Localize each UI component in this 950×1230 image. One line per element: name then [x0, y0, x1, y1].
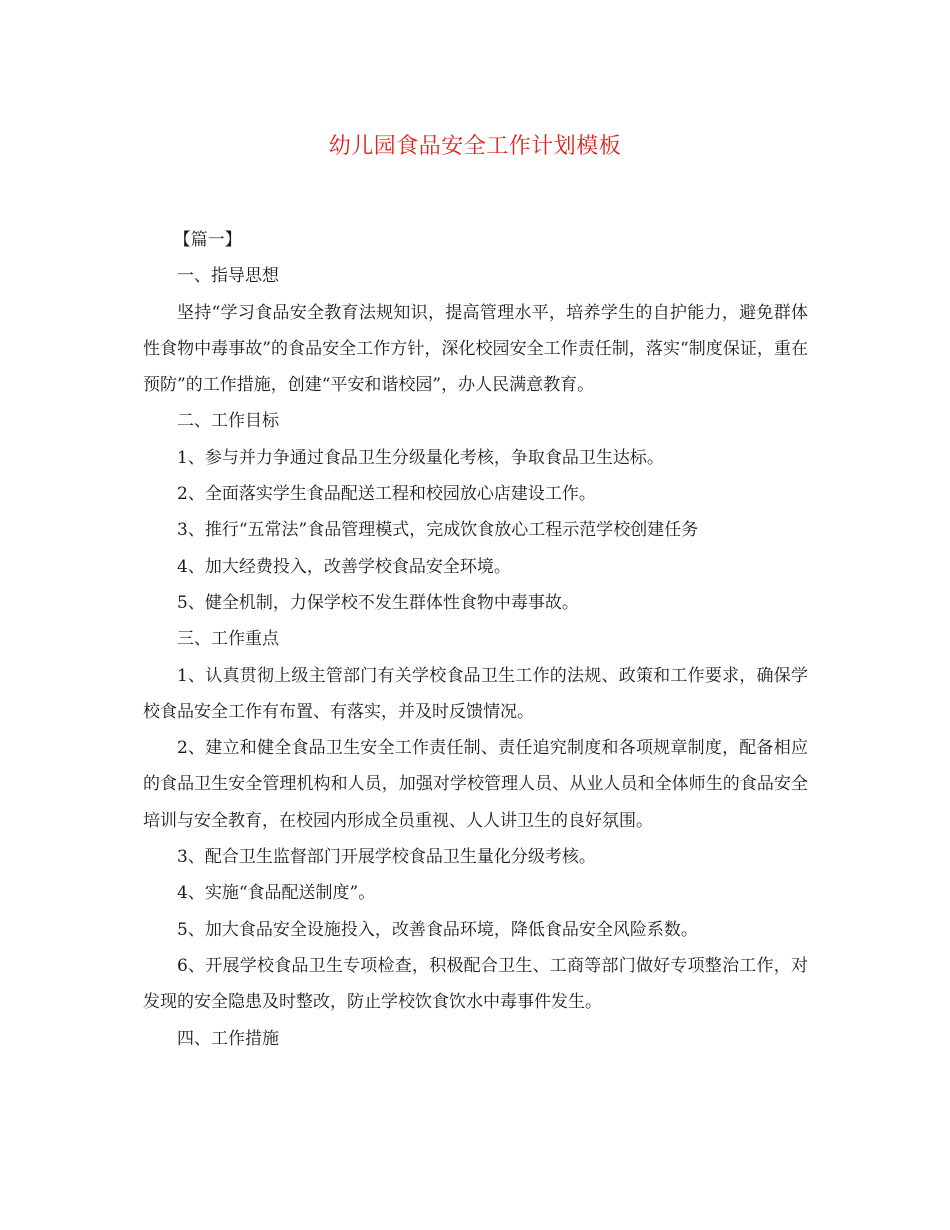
section-marker: 【篇一】 [173, 230, 242, 250]
section-heading: 二、工作目标 [177, 411, 279, 432]
list-item: 6、开展学校食品卫生专项检查，积极配合卫生、工商等部门做好专项整治工作，对发现的安全隐患及时整改，防止学校饮食饮水中毒事件发生。 [143, 955, 808, 1013]
list-item: 1、认真贯彻上级主管部门有关学校食品卫生工作的法规、政策和工作要求，确保学校食品安全工作有布置、有落实，并及时反馈情况。 [143, 665, 808, 722]
list-item: 4、实施“食品配送制度”。 [177, 883, 376, 904]
list-item: 2、全面落实学生食品配送工程和校园放心店建设工作。 [177, 484, 596, 505]
list-item: 3、推行“五常法”食品管理模式，完成饮食放心工程示范学校创建任务 [177, 520, 699, 541]
list-item: 2、建立和健全食品卫生安全工作责任制、责任追究制度和各项规章制度，配备相应的食品卫生安全管理机构和人员，加强对学校管理人员、从业人员和全体师生的食品安全培训与安全教育，在校园内形成全员重视、人人讲卫生的良好氛围。 [143, 738, 808, 831]
paragraph: 坚持“学习食品安全教育法规知识，提高管理水平，培养学生的自护能力，避免群体性食物中毒事故”的食品安全工作方针，深化校园安全工作责任制，落实“制度保证，重在预防”的工作措施，创建“平安和谐校园”，办人民满意教育。 [143, 302, 808, 396]
document-body [143, 222, 808, 1057]
list-item: 3、配合卫生监督部门开展学校食品卫生量化分级考核。 [177, 847, 596, 868]
list-item: 1、参与并力争通过食品卫生分级量化考核，争取食品卫生达标。 [177, 447, 664, 468]
list-item: 5、加大食品安全设施投入，改善食品环境，降低食品安全风险系数。 [177, 919, 698, 940]
section-heading: 三、工作重点 [177, 629, 279, 650]
list-item: 5、健全机制，力保学校不发生群体性食物中毒事故。 [177, 592, 579, 613]
document-title: 幼儿园食品安全工作计划模板 [328, 134, 622, 159]
section-heading: 一、指导思想 [177, 266, 279, 287]
section-heading: 四、工作措施 [177, 1028, 279, 1049]
list-item: 4、加大经费投入，改善学校食品安全环境。 [177, 556, 511, 577]
